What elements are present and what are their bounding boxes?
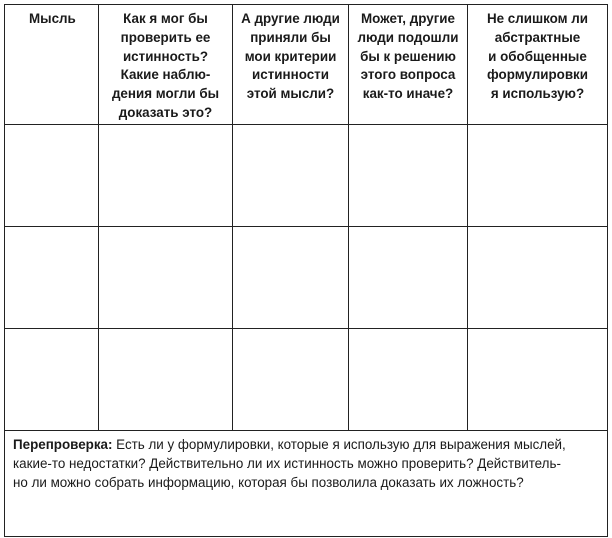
header-line: приняли бы (250, 29, 331, 45)
header-line: Мысль (29, 11, 76, 26)
header-line: люди подошли (357, 29, 459, 45)
header-line: Какие наблю- (120, 67, 211, 83)
header-line: абстрактные (494, 29, 581, 45)
recheck-row (5, 431, 608, 537)
recheck-note (5, 431, 608, 537)
blank-cell[interactable] (99, 125, 233, 227)
header-line: Может, другие (361, 11, 455, 26)
header-line: этой мысли? (246, 86, 335, 102)
blank-cell[interactable] (233, 329, 349, 431)
recheck-label: Перепроверка: (13, 437, 113, 452)
header-line: я использую? (490, 86, 585, 102)
blank-cell[interactable] (468, 227, 608, 329)
header-line: формулировки (487, 67, 588, 83)
blank-cell[interactable] (349, 125, 468, 227)
blank-cell[interactable] (349, 329, 468, 431)
header-line: доказать это? (118, 104, 213, 120)
table-row (5, 125, 608, 227)
blank-cell[interactable] (468, 125, 608, 227)
blank-cell[interactable] (468, 329, 608, 431)
blank-cell[interactable] (5, 227, 99, 329)
blank-cell[interactable] (349, 227, 468, 329)
recheck-line: какие-то недостатки? Действительно ли их истинность можно проверить? Действитель- (13, 455, 561, 471)
column-header-abstract-wording (468, 5, 608, 125)
thought-check-worksheet (4, 4, 608, 537)
header-line: дения могли бы (111, 86, 220, 102)
table-row (5, 227, 608, 329)
header-line: А другие люди (241, 11, 340, 26)
header-row (5, 5, 608, 125)
column-header-thought (5, 5, 99, 125)
blank-cell[interactable] (233, 227, 349, 329)
header-line: Не слишком ли (486, 11, 589, 26)
header-line: этого вопроса (360, 67, 456, 83)
blank-cell[interactable] (5, 329, 99, 431)
recheck-line: но ли можно собрать информацию, которая бы позволила доказать их ложность? (13, 474, 524, 490)
blank-cell[interactable] (233, 125, 349, 227)
header-line: Как я мог бы (123, 11, 208, 26)
header-line: истинности (252, 67, 329, 83)
blank-cell[interactable] (5, 125, 99, 227)
header-line: бы к решению (360, 48, 456, 64)
header-line: истинность? (122, 48, 209, 64)
table-row (5, 329, 608, 431)
recheck-line (13, 436, 597, 455)
column-header-verify (99, 5, 233, 125)
column-header-others-approach (349, 5, 468, 125)
header-line: как-то иначе? (362, 86, 454, 102)
blank-cell[interactable] (99, 329, 233, 431)
header-line: мои критерии (244, 48, 337, 64)
recheck-text: Есть ли у формулировки, которые я использую для выражения мыслей, (112, 437, 566, 452)
header-line: проверить ее (120, 29, 211, 45)
column-header-others-accept (233, 5, 349, 125)
blank-cell[interactable] (99, 227, 233, 329)
header-line: и обобщенные (488, 48, 587, 64)
